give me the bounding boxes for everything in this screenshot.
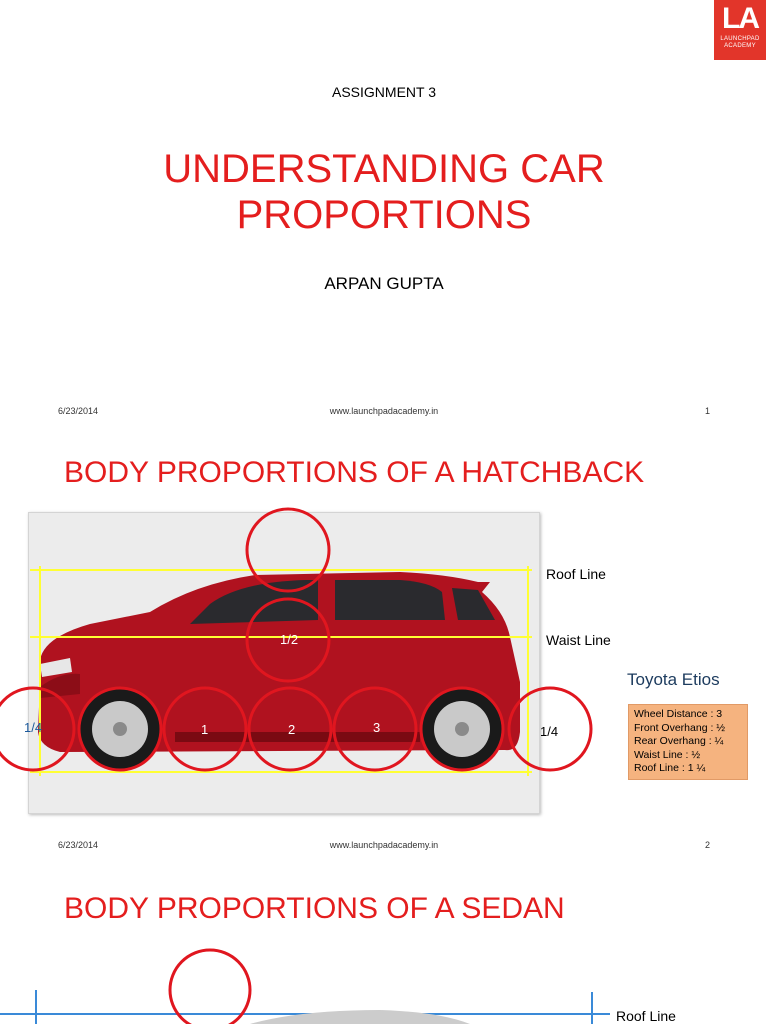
launchpad-academy-logo — [714, 0, 766, 60]
sedan-roof-line-label: Roof Line — [616, 1008, 676, 1024]
slide-2 — [0, 432, 768, 864]
logo-line-1: LAUNCHPAD — [720, 36, 760, 42]
sedan-car-icon — [250, 1010, 470, 1024]
footer-url: www.launchpadacademy.in — [329, 406, 439, 416]
slide-3 — [0, 864, 768, 1024]
slide-1 — [0, 0, 768, 432]
spec-wheel-distance: Wheel Distance : 3 — [634, 708, 723, 720]
roof-line-label: Roof Line — [546, 566, 606, 582]
footer-page-number: 1 — [704, 406, 710, 416]
hatchback-car-icon — [38, 572, 520, 769]
logo-mark: LA — [722, 2, 758, 35]
wheelbase-marker-3: 3 — [373, 720, 381, 735]
sedan-roof-circle — [170, 950, 250, 1024]
author-name: ARPAN GUPTA — [324, 274, 444, 293]
car-model-name: Toyota Etios — [627, 670, 720, 689]
presentation-title — [0, 146, 768, 238]
spec-waist-line: Waist Line : ½ — [634, 748, 701, 761]
wheelbase-marker-1: 1 — [201, 722, 209, 737]
sedan-diagram — [0, 864, 768, 1024]
spec-roof-line: Roof Line : 1 ¼ — [634, 762, 706, 774]
slide-title: BODY PROPORTIONS OF A SEDAN — [64, 892, 565, 925]
assignment-label: ASSIGNMENT 3 — [332, 84, 436, 100]
title-line-1: UNDERSTANDING CAR — [163, 147, 605, 191]
front-overhang-fraction: 1/4 — [24, 720, 43, 735]
logo-line-2: ACADEMY — [724, 43, 756, 49]
footer-url: www.launchpadacademy.in — [329, 840, 439, 850]
wheelbase-marker-2: 2 — [288, 722, 296, 737]
spec-rear-overhang: Rear Overhang : ¼ — [634, 735, 724, 747]
slide-title: BODY PROPORTIONS OF A HATCHBACK — [64, 456, 645, 489]
footer-date: 6/23/2014 — [58, 840, 99, 850]
waist-fraction: 1/2 — [280, 632, 299, 647]
footer-page-number: 2 — [704, 840, 710, 850]
rear-overhang-fraction: 1/4 — [540, 724, 559, 739]
spec-front-overhang: Front Overhang : ½ — [634, 721, 726, 734]
spec-box — [628, 704, 748, 780]
title-line-2: PROPORTIONS — [236, 193, 532, 237]
waist-line-label: Waist Line — [546, 632, 611, 648]
hatchback-diagram — [0, 432, 768, 864]
footer-date: 6/23/2014 — [58, 406, 99, 416]
